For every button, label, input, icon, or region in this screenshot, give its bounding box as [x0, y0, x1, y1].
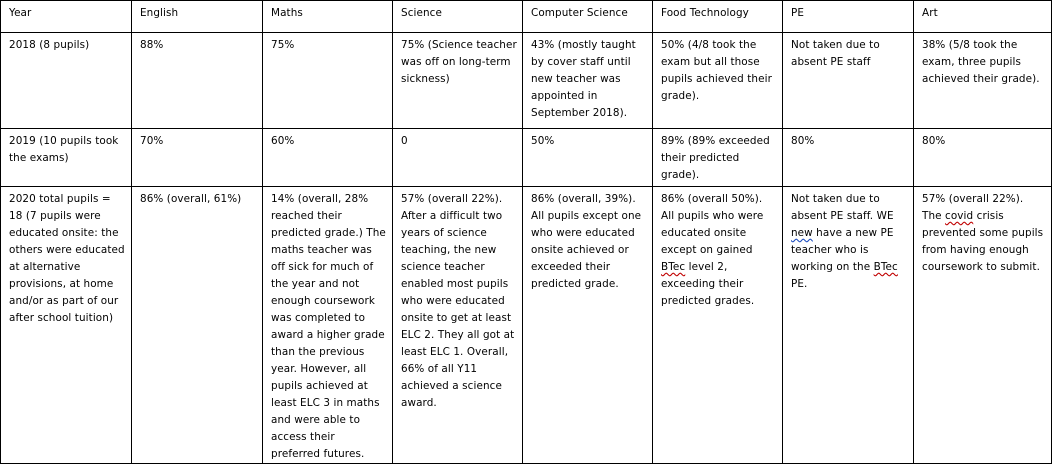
header-pe: PE: [783, 1, 914, 33]
cell-computer-science: 86% (overall, 39%). All pupils except one who were educated onsite achieved or exceeded their predicted grade.: [523, 187, 653, 464]
header-maths: Maths: [263, 1, 393, 33]
cell-year: 2018 (8 pupils): [1, 33, 132, 129]
text-segment: Not taken due to absent PE staff. WE: [791, 193, 894, 222]
text-segment: PE.: [791, 278, 808, 290]
cell-art: [914, 187, 1052, 464]
cell-art: 80%: [914, 129, 1052, 187]
cell-english: 70%: [132, 129, 263, 187]
header-english: English: [132, 1, 263, 33]
cell-food-technology: 89% (89% exceeded their predicted grade).: [653, 129, 783, 187]
spellcheck-flagged-word: BTec: [661, 261, 686, 273]
cell-english: 88%: [132, 33, 263, 129]
text-segment: crisis prevented some pupils from having enough coursework to submit.: [922, 210, 1044, 273]
cell-food-technology: 50% (4/8 took the exam but all those pupils achieved their grade).: [653, 33, 783, 129]
cell-maths: 60%: [263, 129, 393, 187]
text-segment: level 2, exceeding their predicted grades.: [661, 261, 755, 307]
cell-science: 75% (Science teacher was off on long-term sickness): [393, 33, 523, 129]
header-row: [1, 1, 1052, 33]
cell-science: 0: [393, 129, 523, 187]
cell-computer-science: 50%: [523, 129, 653, 187]
cell-art: 38% (5/8 took the exam, three pupils achieved their grade).: [914, 33, 1052, 129]
header-food-technology: Food Technology: [653, 1, 783, 33]
header-art: Art: [914, 1, 1052, 33]
grammar-flagged-word: new: [791, 227, 813, 239]
text-segment: have a new PE teacher who is working on the: [791, 227, 894, 273]
cell-year: 2019 (10 pupils took the exams): [1, 129, 132, 187]
text-segment: 57% (overall 22%). The: [922, 193, 1024, 222]
cell-english: 86% (overall, 61%): [132, 187, 263, 464]
cell-food-technology: [653, 187, 783, 464]
cell-maths: 14% (overall, 28% reached their predicted grade.) The maths teacher was off sick for much of the year and not enough coursework was completed to award a higher grade than the previous year. However, all pupils achieved at least ELC 3 in maths and were able to access their preferred futures.: [263, 187, 393, 464]
cell-year: 2020 total pupils = 18 (7 pupils were educated onsite: the others were educated at alternative provisions, at home and/or as part of our after school tuition): [1, 187, 132, 464]
spellcheck-flagged-word: BTec: [873, 261, 898, 273]
cell-maths: 75%: [263, 33, 393, 129]
header-computer-science: Computer Science: [523, 1, 653, 33]
header-science: Science: [393, 1, 523, 33]
text-segment: 86% (overall 50%). All pupils who were educated onsite except on gained: [661, 193, 764, 256]
cell-science: 57% (overall 22%). After a difficult two years of science teaching, the new science teacher enabled most pupils who were educated onsite to get at least ELC 2. They all got at least ELC 1. Overall, 66% of all Y11 achieved a science award.: [393, 187, 523, 464]
table-row-2018: [1, 33, 1052, 129]
spellcheck-flagged-word: covid: [945, 210, 974, 222]
cell-computer-science: 43% (mostly taught by cover staff until new teacher was appointed in September 2018).: [523, 33, 653, 129]
cell-pe: [783, 187, 914, 464]
cell-pe: 80%: [783, 129, 914, 187]
table-row-2020: [1, 187, 1052, 464]
header-year: Year: [1, 1, 132, 33]
table-row-2019: [1, 129, 1052, 187]
cell-pe: Not taken due to absent PE staff: [783, 33, 914, 129]
